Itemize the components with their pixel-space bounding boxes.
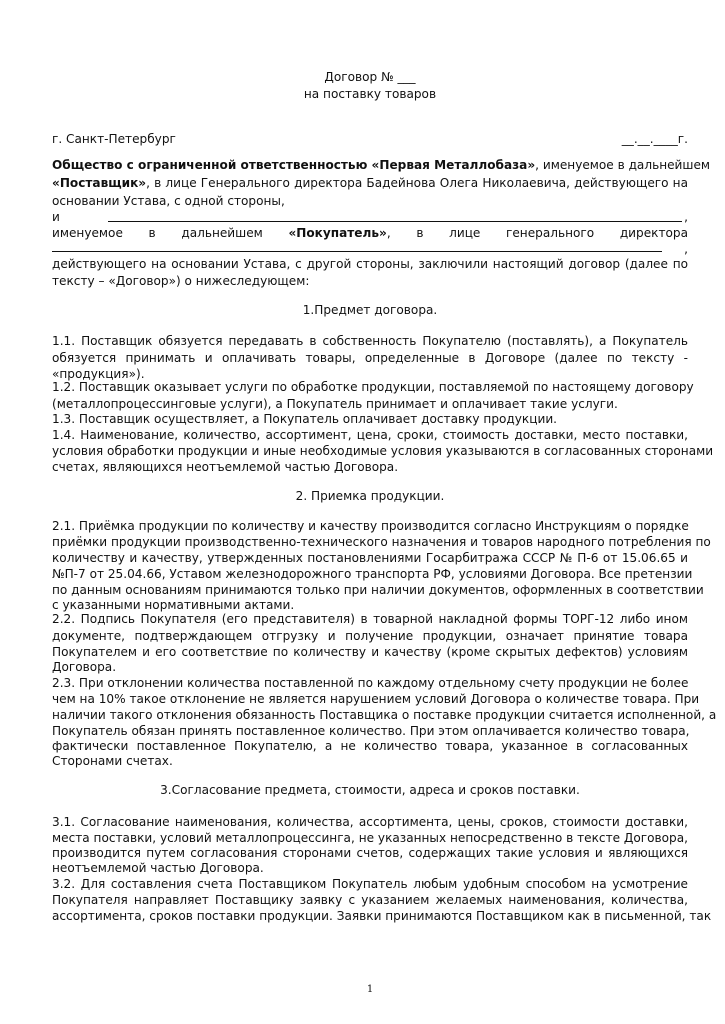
- paragraph-line: производится путем согласования сторонами счетов, содержащих такие условия и являющихся: [52, 846, 688, 860]
- paragraph-line: наличии такого отклонения обязанность Поставщика о поставке продукции считается исполненной, а: [52, 708, 717, 722]
- paragraph-line: 2.3. При отклонении количества поставленной по каждому отдельному счету продукции не более: [52, 676, 689, 690]
- supplier-company-name: Общество с ограниченной ответственностью «Первая Металлобаза»: [52, 158, 536, 172]
- paragraph-line: неотъемлемой частью Договора.: [52, 861, 264, 875]
- paragraph-line: чем на 10% такое отклонение не является нарушением условий Договора о количестве товара. При: [52, 692, 700, 706]
- section-heading: 3.Согласование предмета, стоимости, адреса и сроков поставки.: [160, 783, 580, 797]
- preamble-line: «Поставщик», в лице Генерального директора Бадейнова Олега Николаевича, действующего на: [52, 176, 688, 190]
- paragraph-line: Покупателем и его соответствие по количеству и качеству (кроме скрытых дефектов) условиям: [52, 645, 688, 659]
- paragraph-line: количеству и качеству, утвержденных постановлениями Госарбитража СССР № П-6 от 15.06.65 и: [52, 551, 688, 565]
- city: г. Санкт-Петербург: [52, 132, 176, 146]
- page-number: 1: [366, 984, 374, 995]
- paragraph-line: 1.2. Поставщик оказывает услуги по обработке продукции, поставляемой по настоящему договору: [52, 380, 694, 394]
- preamble-line: именуемое в дальнейшем «Покупатель», в лице генерального директора: [52, 226, 688, 240]
- paragraph-line: приёмки продукции производственно-технического назначения и товаров народного потребления по: [52, 535, 711, 549]
- paragraph-line: ассортимента, сроков поставки продукции. Заявки принимаются Поставщиком как в письменной, так: [52, 909, 712, 923]
- contract-subtitle: на поставку товаров: [303, 87, 437, 101]
- preamble-line: Общество с ограниченной ответственностью «Первая Металлобаза», именуемое в дальнейшем: [52, 158, 711, 172]
- paragraph-line: Покупателя направляет Поставщику заявку с указанием желаемых наименования, количества,: [52, 893, 688, 907]
- section-heading: 1.Предмет договора.: [302, 303, 438, 317]
- paragraph-line: 1.3. Поставщик осуществляет, а Покупатель оплачивает доставку продукции.: [52, 412, 558, 426]
- paragraph-line: (металлопроцессинговые услуги), а Покупатель принимает и оплачивает такие услуги.: [52, 397, 618, 411]
- paragraph-line: Договора.: [52, 660, 117, 674]
- director-name-blank-row: ,: [52, 239, 688, 256]
- paragraph-line: счетах, являющихся неотъемлемой частью Договора.: [52, 460, 399, 474]
- paragraph-line: 3.2. Для составления счета Поставщиком Покупатель любым удобным способом на усмотрение: [52, 877, 688, 891]
- contract-date: __.__.____г.: [621, 132, 688, 146]
- paragraph-line: документе, подтверждающем отгрузку и получение продукции, означает принятие товара: [52, 629, 688, 643]
- preamble-line: основании Устава, с одной стороны,: [52, 194, 285, 208]
- preamble-line: тексту – «Договор») о нижеследующем:: [52, 274, 310, 288]
- paragraph-line: 1.1. Поставщик обязуется передавать в собственность Покупателю (поставлять), а Покупатель: [52, 334, 688, 348]
- paragraph-line: 1.4. Наименование, количество, ассортимент, цена, сроки, стоимость доставки, место поставки,: [52, 428, 688, 442]
- director-name-blank[interactable]: [52, 239, 662, 252]
- contract-title: Договор № ___: [324, 70, 416, 84]
- paragraph-line: №П-7 от 25.04.66, Уставом железнодорожного транспорта РФ, условиями Договора. Все претензии: [52, 567, 693, 581]
- paragraph-line: Сторонами счетах.: [52, 754, 173, 768]
- document-page: [52, 0, 717, 1024]
- paragraph-line: по данным основаниям принимаются только при наличии документов, оформленных в соответствии: [52, 583, 704, 597]
- buyer-term: «Покупатель»: [288, 226, 387, 240]
- paragraph-line: места поставки, условий металлопроцессинга, не указанных непосредственно в тексте Договора,: [52, 831, 688, 845]
- paragraph-line: 2.1. Приёмка продукции по количеству и качеству производится согласно Инструкциям о порядке: [52, 519, 689, 533]
- buyer-name-blank-row: и ,: [52, 210, 688, 224]
- paragraph-line: 2.2. Подпись Покупателя (его представителя) в товарной накладной формы ТОРГ-12 либо ином: [52, 612, 688, 626]
- buyer-name-blank[interactable]: [108, 209, 682, 222]
- supplier-term: «Поставщик»: [52, 176, 147, 190]
- paragraph-line: «продукция»).: [52, 367, 145, 381]
- paragraph-line: с указанными нормативными актами.: [52, 598, 295, 612]
- city-date-row: [52, 131, 688, 148]
- paragraph-line: фактически поставленное Покупателю, а не количество товара, указанное в согласованных: [52, 739, 688, 753]
- paragraph-line: 3.1. Согласование наименования, количества, ассортимента, цены, сроков, стоимости доставки,: [52, 815, 688, 829]
- paragraph-line: условия обработки продукции и иные необходимые условия указываются в согласованных сторонами: [52, 444, 714, 458]
- paragraph-line: обязуется принимать и оплачивать товары, определенные в Договоре (далее по тексту -: [52, 351, 688, 365]
- section-heading: 2. Приемка продукции.: [295, 489, 445, 503]
- paragraph-line: Покупатель обязан принять поставленное количество. При этом оплачивается количество товара,: [52, 724, 690, 738]
- preamble-line: действующего на основании Устава, с другой стороны, заключили настоящий договор (далее по: [52, 257, 688, 271]
